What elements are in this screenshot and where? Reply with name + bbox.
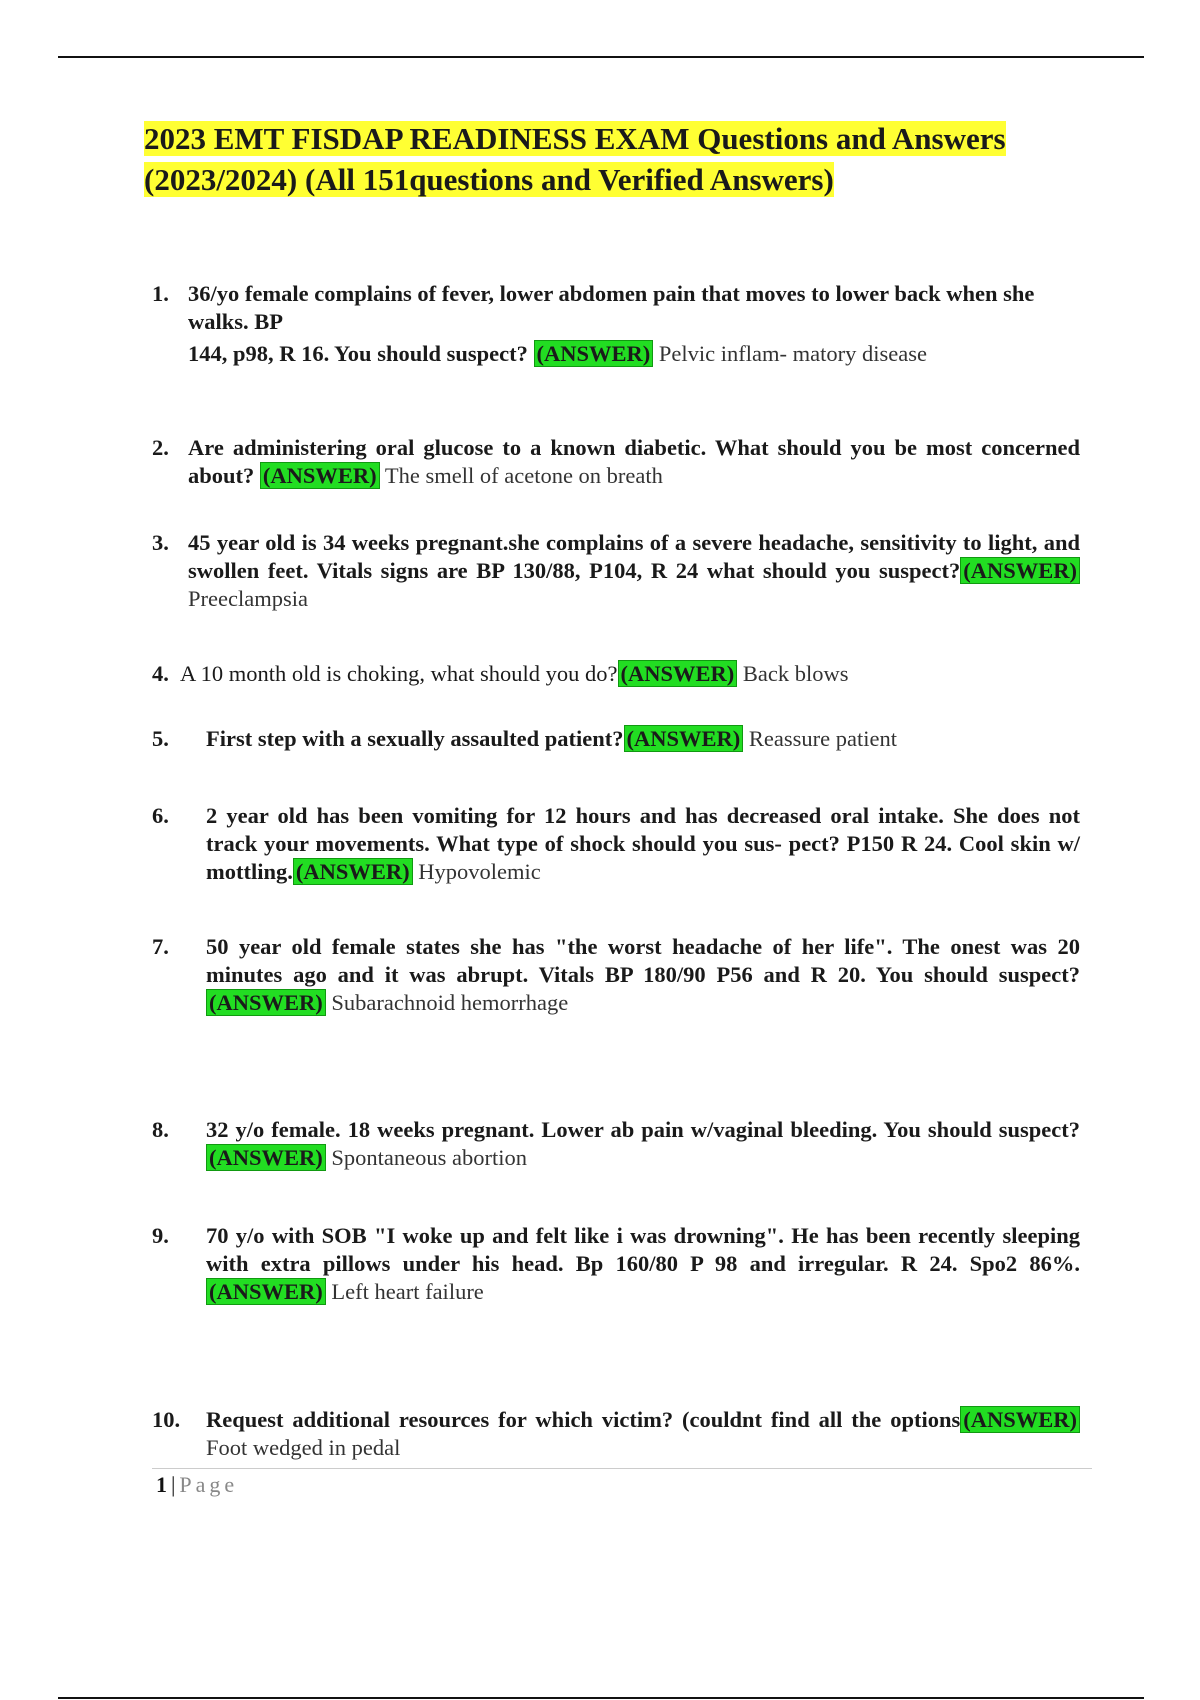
question-item	[152, 529, 1080, 613]
document-title	[144, 118, 1084, 200]
answer-text: Reassure patient	[748, 726, 897, 751]
answer-text: Spontaneous abortion	[331, 1145, 527, 1170]
footer-rule	[152, 1468, 1092, 1469]
answer-text: Preeclampsia	[188, 586, 308, 611]
question-item	[152, 660, 1080, 688]
question-item	[152, 280, 1080, 368]
answer-tag: (ANSWER)	[293, 858, 413, 885]
question-number: 10.	[152, 1407, 181, 1432]
answer-text: Pelvic inflam- matory disease	[658, 341, 927, 366]
answer-tag: (ANSWER)	[206, 1278, 326, 1305]
answer-tag: (ANSWER)	[618, 660, 738, 687]
question-text: 36/yo female complains of fever, lower abdomen pain that moves to lower back when she walks. BP	[188, 281, 1035, 334]
question-text: A 10 month old is choking, what should you do?	[180, 661, 618, 686]
question-text: Request additional resources for which victim? (couldnt find all the options	[206, 1407, 961, 1432]
answer-tag: (ANSWER)	[534, 340, 654, 367]
question-item	[152, 933, 1080, 1017]
top-rule	[58, 56, 1144, 58]
question-item	[152, 1116, 1080, 1172]
question-number: 3.	[152, 530, 169, 555]
answer-tag: (ANSWER)	[260, 462, 380, 489]
answer-tag: (ANSWER)	[206, 989, 326, 1016]
page-label: Page	[179, 1472, 239, 1497]
question-number: 6.	[152, 803, 169, 828]
answer-tag: (ANSWER)	[206, 1144, 326, 1171]
question-number: 2.	[152, 435, 169, 460]
question-number: 9.	[152, 1223, 169, 1248]
question-text: Are administering oral glucose to a known diabetic. What should you be most concerned about?	[188, 435, 1080, 488]
question-text: 45 year old is 34 weeks pregnant.she complains of a severe headache, sensitivity to light, and swollen feet. Vitals signs are BP 130/88, P104, R 24 what should you suspect?	[188, 530, 1080, 583]
question-number: 7.	[152, 934, 169, 959]
answer-text: Foot wedged in pedal	[206, 1435, 401, 1460]
question-text: First step with a sexually assaulted patient?	[206, 726, 624, 751]
page-footer	[156, 1472, 238, 1498]
answer-tag: (ANSWER)	[624, 725, 744, 752]
question-text: 2 year old has been vomiting for 12 hours and has decreased oral intake. She does not track your movements. What type of shock should you sus- pect? P150 R 24. Cool skin w/ mottling.	[206, 803, 1080, 884]
title-line-1: 2023 EMT FISDAP READINESS EXAM Questions and Answers	[144, 121, 1006, 156]
question-text: 144, p98, R 16. You should suspect?	[188, 341, 528, 366]
question-text: 50 year old female states she has "the worst headache of her life". The onest was 20 minutes ago and it was abrupt. Vitals BP 180/90 P56 and R 20. You should suspect?	[206, 934, 1080, 987]
question-item	[152, 802, 1080, 886]
question-number: 4.	[152, 661, 169, 686]
bottom-rule	[58, 1697, 1144, 1699]
question-number: 1.	[152, 281, 169, 306]
question-number: 8.	[152, 1117, 169, 1142]
question-item	[152, 434, 1080, 490]
question-text: 70 y/o with SOB "I woke up and felt like i was drowning". He has been recently sleeping with extra pillows under his head. Bp 160/80 P 98 and irregular. R 24. Spo2 86%.	[206, 1223, 1080, 1276]
question-item	[152, 725, 1080, 753]
question-number: 5.	[152, 726, 169, 751]
page-number: 1	[156, 1472, 167, 1497]
title-line-2: (2023/2024) (All 151questions and Verified Answers)	[144, 162, 834, 197]
question-item	[152, 1406, 1080, 1462]
answer-text: Left heart failure	[331, 1279, 484, 1304]
question-text: 32 y/o female. 18 weeks pregnant. Lower ab pain w/vaginal bleeding. You should suspect?	[206, 1117, 1080, 1142]
answer-text: Hypovolemic	[418, 859, 541, 884]
answer-tag: (ANSWER)	[960, 1406, 1080, 1433]
answer-text: Back blows	[742, 661, 849, 686]
page-separator: |	[171, 1472, 176, 1497]
answer-text: The smell of acetone on breath	[384, 463, 663, 488]
answer-text: Subarachnoid hemorrhage	[331, 990, 569, 1015]
answer-tag: (ANSWER)	[960, 557, 1080, 584]
question-item	[152, 1222, 1080, 1306]
